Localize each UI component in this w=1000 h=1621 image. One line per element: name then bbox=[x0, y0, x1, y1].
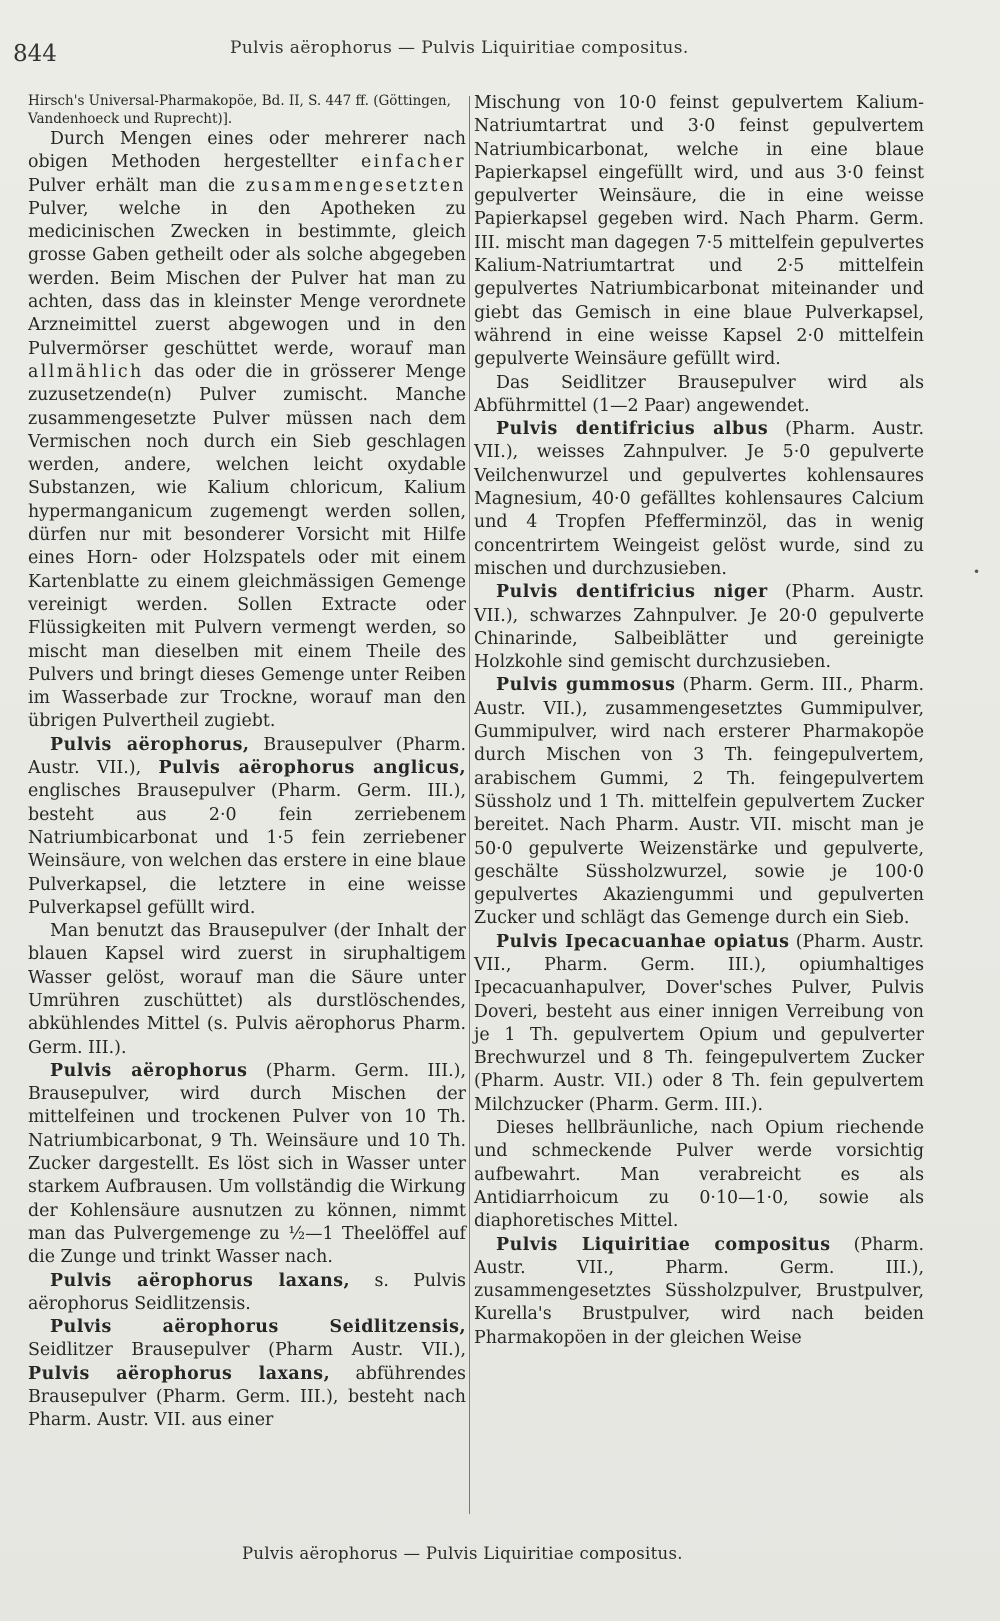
text-run: Brausepulver (Pharm. Austr. VII.), bbox=[28, 734, 466, 779]
entry-heading: Pulvis gummosus bbox=[496, 675, 676, 696]
entry-heading: Pulvis aërophorus laxans, bbox=[50, 1270, 351, 1291]
entry-heading: Pulvis aërophorus anglicus, bbox=[158, 758, 466, 779]
page-footer: Pulvis aërophorus — Pulvis Liquiritiae compositus. bbox=[242, 1544, 683, 1563]
text-run: (Pharm. Germ. III.), Brausepulver, wird durch Mischen der mittelfeinen und trockenen Pulver von 10 Th. Natriumbicarbonat, 9 Th. Weinsäure und 10 Th. Zucker dargestellt. Es löst sich in Wasser unter starkem Aufbrausen. Um vollständig die Wirkung der Kohlensäure ausnutzen zu können, nimmt man das Pulvergemenge zu ½—1 Theelöffel auf die Zunge und trinkt Wasser nach. bbox=[28, 1060, 466, 1268]
entry-heading: Pulvis dentifricius niger bbox=[496, 582, 768, 603]
text-run: Seidlitzer Brausepulver (Pharm Austr. VII.), bbox=[28, 1340, 466, 1361]
intro-paragraph bbox=[28, 128, 466, 734]
text-run: abführendes Brausepulver (Pharm. Germ. III.), besteht nach Pharm. Austr. VII. aus einer bbox=[28, 1363, 466, 1431]
text-run: (Pharm. Austr. VII.), weisses Zahnpulver. Je 5·0 gepulverte Veilchenwurzel und gepulvertes kohlensaures Magnesium, 40·0 gefälltes kohlensaures Calcium und 4 Tropfen Pfefferminzöl, das in wenig concentrirtem Weingeist gelöst wurde, sind zu mischen und durchzusieben. bbox=[474, 419, 924, 579]
text-run: (Pharm. Austr. VII.), schwarzes Zahnpulver. Je 20·0 gepulverte Chinarinde, Salbeiblätter und gereinigte Holzkohle sind gemischt durchzusieben. bbox=[474, 582, 925, 673]
spaced-term: einfacher bbox=[360, 152, 466, 173]
text-run: (Pharm. Austr. VII., Pharm. Germ. III.), zusammengesetztes Süssholzpulver, Brustpulver, Kurella's Brustpulver, wird nach beiden Pharmakopöen in der gleichen Weise bbox=[474, 1234, 925, 1348]
left-column bbox=[28, 92, 466, 1433]
continuation-paragraph: Mischung von 10·0 feinst gepulvertem Kalium-Natriumtartrat und 3·0 feinst gepulvertem Natriumbicarbonat, welche in eine blaue Papierkapsel eingefüllt wird, und aus 3·0 feinst gepulverter Weinsäure, die in eine weisse Papierkapsel gegeben wird. Nach Pharm. Germ. III. mischt man dagegen 7·5 mittelfein gepulvertes Kalium-Natriumtartrat und 2·5 mittelfein gepulvertes Natriumbicarbonat miteinander und giebt das Gemisch in eine blaue Pulverkapsel, während in eine weisse Kapsel 2·0 mittelfein gepulverte Weinsäure gefüllt wird. bbox=[474, 93, 924, 370]
text-run: (Pharm. Germ. III., Pharm. Austr. VII.), zusammengesetztes Gummipulver, Gummipulver, wird nach ersterer Pharmakopöe durch Mischen von 3 Th. feingepulvertem, arabischem Gummi, 2 Th. feingepulvertem Süssholz und 1 Th. mittelfein gepulvertem Zucker bereitet. Nach Pharm. Austr. VII. mischt man je 50·0 gepulverte Weizenstärke und gepulverte, geschälte Süssholzwurzel, sowie je 100·0 gepulvertes Akaziengummi und gepulverten Zucker und schlägt das Gemenge durch ein Sieb. bbox=[474, 675, 924, 929]
entry-dentifricius-niger bbox=[474, 581, 924, 674]
seidlitz-usage-paragraph: Das Seidlitzer Brausepulver wird als Abführmittel (1—2 Paar) angewendet. bbox=[474, 372, 924, 416]
entry-gummosus bbox=[474, 674, 924, 930]
entry-heading: Pulvis aërophorus bbox=[50, 1060, 248, 1081]
spaced-term: zusammengesetzten bbox=[245, 175, 466, 196]
text-run: Pulver, welche in den Apotheken zu medicinischen Zwecken in bestimmte, gleich grosse Gaben getheilt oder als solche abgegeben werden. Beim Mischen der Pulver hat man zu achten, dass das in kleinster Menge verordnete Arzneimittel zuerst abgewogen und in den Pulvermörser geschüttet werde, worauf man bbox=[28, 198, 466, 359]
entry-pulvis-aerophorus-laxans bbox=[28, 1270, 466, 1317]
page-number: 844 bbox=[13, 41, 57, 67]
entry-heading: Pulvis aërophorus, bbox=[50, 734, 250, 755]
entry-pulvis-aerophorus-germ bbox=[28, 1060, 466, 1270]
usage-paragraph: Man benutzt das Brausepulver (der Inhalt der blauen Kapsel wird zuerst in siruphaltigem Wasser gelöst, worauf man die Säure unter Umrühren zuschüttet) als durstlöschendes, abkühlendes Mittel (s. Pulvis aërophorus Pharm. Germ. III.). bbox=[28, 921, 466, 1058]
entry-heading: Pulvis dentifricius albus bbox=[496, 419, 769, 440]
text-run: s. Pulvis aërophorus Seidlitzensis. bbox=[28, 1270, 466, 1314]
entry-heading: Pulvis aërophorus laxans, bbox=[28, 1363, 331, 1384]
entry-pulvis-aerophorus-austr bbox=[28, 734, 466, 920]
text-run: (Pharm. Austr. VII., Pharm. Germ. III.), opiumhaltiges Ipecacuanhapulver, Dover'sches Pulver, Pulvis Doveri, besteht aus einer innigen Verreibung von je 1 Th. gepulvertem Opium und gepulverter Brechwurzel und 8 Th. feingepulvertem Zucker (Pharm. Austr. VII.) oder 8 Th. fein gepulvertem Milchzucker (Pharm. Germ. III.). bbox=[474, 931, 924, 1115]
entry-heading: Pulvis Liquiritiae compositus bbox=[496, 1234, 831, 1255]
spaced-term: allmählich bbox=[28, 361, 144, 382]
text-run: Durch Mengen eines oder mehrerer nach obigen Methoden hergestellter bbox=[28, 129, 466, 173]
reference-line: Hirsch's Universal-Pharmakopöe, Bd. II, S. 447 ff. (Göttingen, Vandenhoeck und Ruprecht)]. bbox=[28, 93, 451, 127]
entry-heading: Pulvis Ipecacuanhae opiatus bbox=[496, 931, 790, 952]
entry-dentifricius-albus bbox=[474, 418, 924, 581]
dover-usage-paragraph: Dieses hellbräunliche, nach Opium riechende und schmeckende Pulver werde vorsichtig aufbewahrt. Man verabreicht es als Antidiarrhoicum zu 0·10—1·0, sowie als diaphoretisches Mittel. bbox=[474, 1118, 924, 1232]
entry-liquiritiae-compositus bbox=[474, 1234, 924, 1350]
running-head: Pulvis aërophorus — Pulvis Liquiritiae compositus. bbox=[230, 38, 689, 58]
stray-mark: • bbox=[973, 565, 981, 579]
text-run: Pulver erhält man die bbox=[28, 175, 246, 196]
right-column bbox=[474, 92, 924, 1350]
entry-ipecacuanhae-opiatus bbox=[474, 931, 924, 1117]
entry-pulvis-aerophorus-seidlitzensis bbox=[28, 1316, 466, 1432]
entry-heading: Pulvis aërophorus Seidlitzensis, bbox=[50, 1317, 466, 1338]
column-divider bbox=[469, 96, 470, 1514]
text-run: das oder die in grösserer Menge zuzusetzende(n) Pulver zumischt. Manche zusammengesetzte Pulver müssen nach dem Vermischen noch durch ein Sieb geschlagen werden, andere, welchen leicht oxydable Substanzen, wie Kalium chloricum, Kalium hypermanganicum zugemengt werden sollen, dürfen nur mit besonderer Vorsicht mit Hilfe eines Horn- oder Holzspatels oder mit einem Kartenblatte zu einem gleichmässigen Gemenge vereinigt werden. Sollen Extracte oder Flüssigkeiten mit Pulvern vermengt werden, so mischt man dieselben mit einem Theile des Pulvers und bringt dieses Gemenge unter Reiben im Wasserbade zur Trockne, worauf man den übrigen Pulvertheil zugiebt. bbox=[28, 361, 466, 732]
text-run: englisches Brausepulver (Pharm. Germ. III.), besteht aus 2·0 fein zerriebenem Natriumbicarbonat und 1·5 fein zerriebener Weinsäure, von welchen das erstere in eine blaue Pulverkapsel, die letztere in eine weisse Pulverkapsel gefüllt wird. bbox=[28, 781, 467, 918]
